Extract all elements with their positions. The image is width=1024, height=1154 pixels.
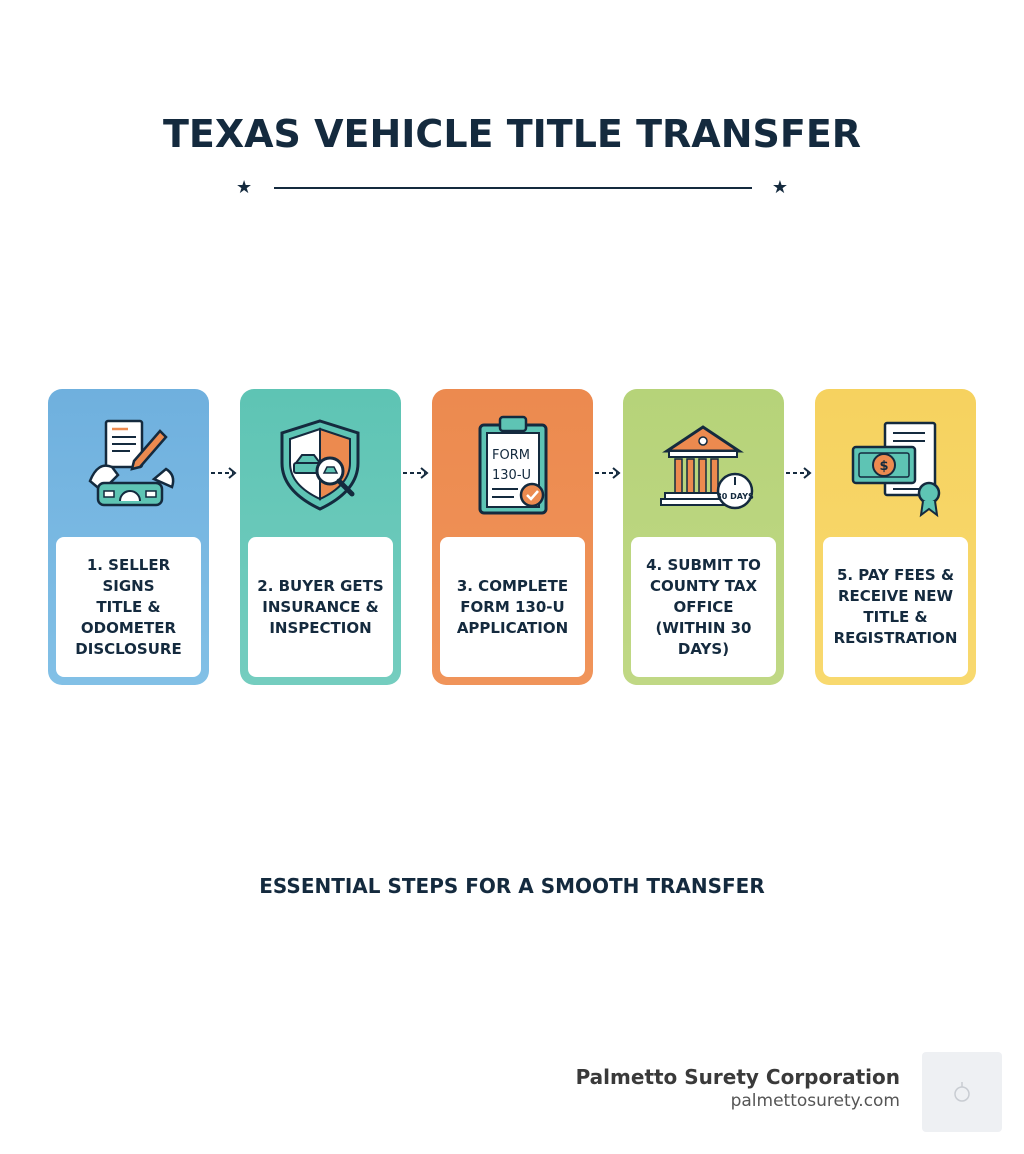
step-card-5 — [815, 389, 976, 685]
svg-text:$: $ — [879, 459, 889, 474]
step-label: 2. BUYER GETS INSURANCE & INSPECTION — [257, 576, 384, 637]
logo-icon — [922, 1052, 1002, 1132]
step-label: 1. SELLER SIGNS TITLE & ODOMETER DISCLOSURE — [75, 555, 182, 658]
divider-line — [274, 187, 752, 189]
brand-url[interactable]: palmettosurety.com — [730, 1091, 900, 1111]
step-label: 3. COMPLETE FORM 130-U APPLICATION — [456, 576, 569, 637]
step-label-box — [248, 537, 393, 677]
step-card-2 — [240, 389, 401, 685]
arrow-right-icon — [593, 462, 623, 484]
step-label-box — [440, 537, 585, 677]
arrow-right-icon — [401, 462, 431, 484]
clipboard-form-icon — [452, 409, 572, 519]
insurance-shield-icon — [260, 409, 380, 519]
form-number-text: 130-U — [492, 468, 532, 483]
step-label-box — [56, 537, 201, 677]
arrow-right-icon — [209, 462, 239, 484]
brand-name: Palmetto Surety Corporation — [575, 1065, 900, 1089]
brand-logo — [922, 1052, 1002, 1132]
signing-title-icon — [68, 409, 188, 519]
step-label: 5. PAY FEES & RECEIVE NEW TITLE & REGISTRATION — [833, 566, 958, 647]
step-card-3 — [432, 389, 593, 685]
star-icon: ★ — [236, 177, 253, 198]
step-card-1 — [48, 389, 209, 685]
diagram-subtitle: ESSENTIAL STEPS FOR A SMOOTH TRANSFER — [259, 874, 765, 898]
days-badge-text: 30 DAYS — [716, 492, 754, 501]
money-certificate-icon — [835, 409, 955, 519]
star-icon: ★ — [771, 177, 788, 198]
step-label: 4. SUBMIT TO COUNTY TAX OFFICE (WITHIN 30 DAYS) — [646, 555, 761, 658]
page-title: TEXAS VEHICLE TITLE TRANSFER — [162, 112, 862, 156]
step-card-4 — [623, 389, 784, 685]
title-divider — [236, 176, 788, 200]
arrow-right-icon — [784, 462, 814, 484]
step-label-box — [631, 537, 776, 677]
brand-block — [576, 1064, 900, 1112]
form-label-text: FORM — [492, 448, 530, 463]
courthouse-icon — [643, 409, 763, 519]
step-label-box — [823, 537, 968, 677]
